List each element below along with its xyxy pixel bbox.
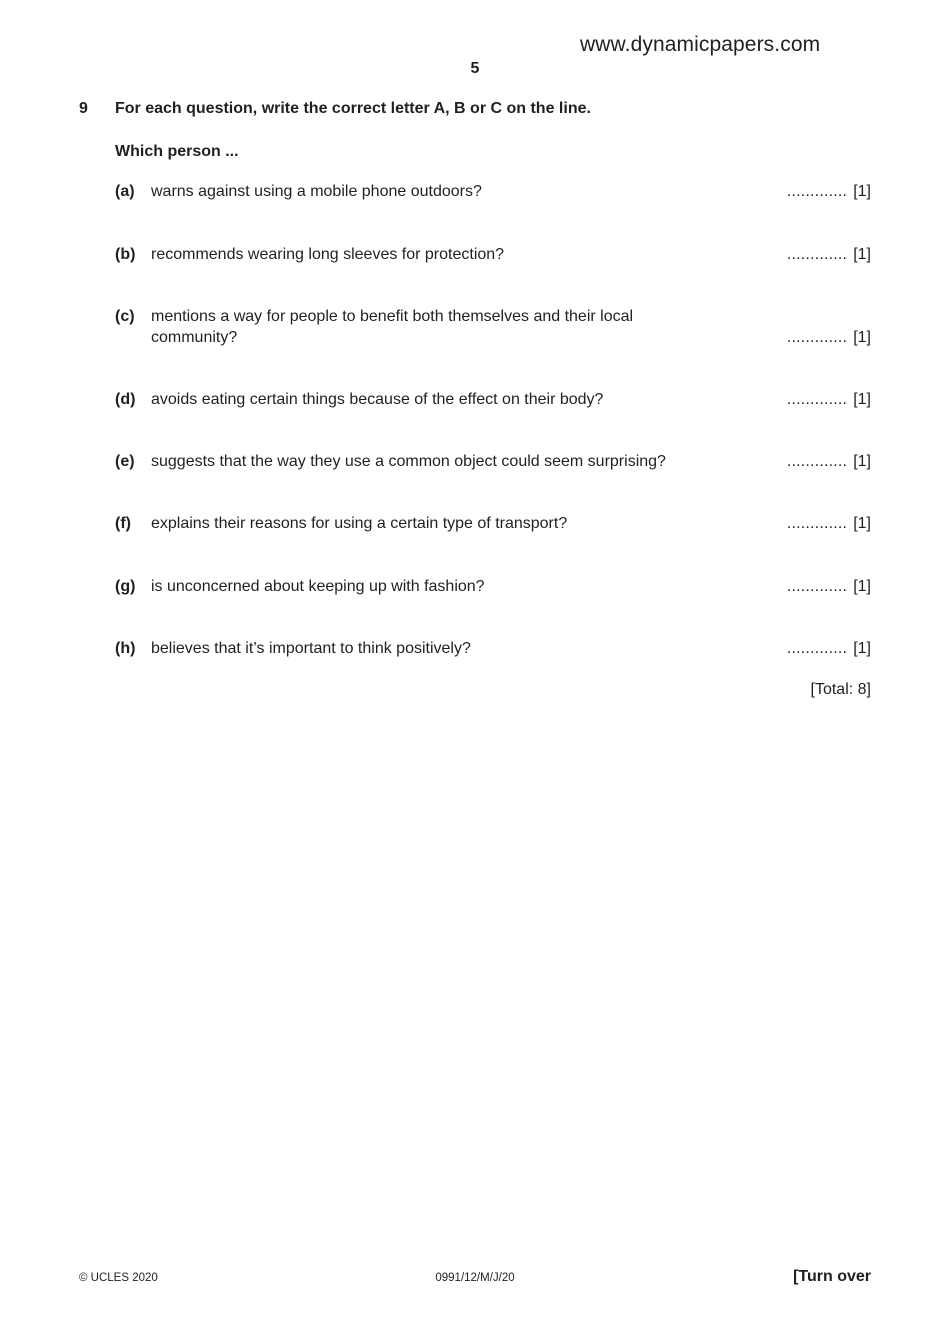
question-item-g [115, 576, 871, 597]
answer-dots: ............. [786, 640, 848, 657]
answer-dots: ............. [786, 453, 848, 470]
answer-line[interactable] [787, 638, 871, 659]
question-number: 9 [79, 100, 88, 117]
answer-line[interactable] [787, 327, 871, 348]
answer-line[interactable] [787, 576, 871, 597]
page-number: 5 [470, 60, 480, 77]
answer-dots: ............. [786, 578, 848, 595]
item-marks: [1] [853, 453, 871, 470]
answer-dots: ............. [786, 246, 848, 263]
question-item-e [115, 451, 871, 472]
item-text: warns against using a mobile phone outdoors? [151, 183, 482, 200]
question-item-h [115, 638, 871, 659]
item-letter: (g) [115, 578, 136, 595]
answer-dots: ............. [786, 391, 848, 408]
item-text: believes that it’s important to think positively? [151, 640, 471, 657]
answer-line[interactable] [787, 389, 871, 410]
item-letter: (b) [115, 246, 136, 263]
answer-line[interactable] [787, 181, 871, 202]
item-marks: [1] [853, 515, 871, 532]
item-letter: (f) [115, 515, 131, 532]
item-letter: (d) [115, 391, 136, 408]
answer-dots: ............. [786, 515, 848, 532]
website-url: www.dynamicpapers.com [580, 33, 821, 56]
item-text: avoids eating certain things because of the effect on their body? [151, 391, 604, 408]
question-item-c [115, 306, 871, 348]
answer-dots: ............. [786, 329, 848, 346]
item-text: recommends wearing long sleeves for protection? [151, 246, 505, 263]
item-text: explains their reasons for using a certain type of transport? [151, 515, 568, 532]
paper-code: 0991/12/M/J/20 [435, 1272, 515, 1284]
question-item-f [115, 513, 871, 534]
question-item-b [115, 244, 871, 265]
question-stem: Which person ... [115, 143, 239, 160]
item-marks: [1] [853, 640, 871, 657]
item-letter: (e) [115, 453, 135, 470]
answer-line[interactable] [787, 451, 871, 472]
item-marks: [1] [853, 246, 871, 263]
item-letter: (h) [115, 640, 136, 657]
item-text: is unconcerned about keeping up with fashion? [151, 578, 485, 595]
answer-dots: ............. [786, 183, 848, 200]
turn-over-label: [Turn over [793, 1268, 871, 1285]
question-instruction: For each question, write the correct letter A, B or C on the line. [115, 100, 591, 117]
item-marks: [1] [853, 329, 871, 346]
item-marks: [1] [853, 578, 871, 595]
item-letter: (c) [115, 308, 135, 325]
question-item-d [115, 389, 871, 410]
question-item-a [115, 181, 871, 202]
item-letter: (a) [115, 183, 135, 200]
item-marks: [1] [853, 391, 871, 408]
item-marks: [1] [853, 183, 871, 200]
total-marks: [Total: 8] [810, 681, 871, 698]
answer-line[interactable] [787, 513, 871, 534]
answer-line[interactable] [787, 244, 871, 265]
item-text: mentions a way for people to benefit both themselves and their local community? [151, 308, 634, 346]
item-text: suggests that the way they use a common object could seem surprising? [151, 453, 666, 470]
copyright-notice: © UCLES 2020 [79, 1272, 158, 1284]
